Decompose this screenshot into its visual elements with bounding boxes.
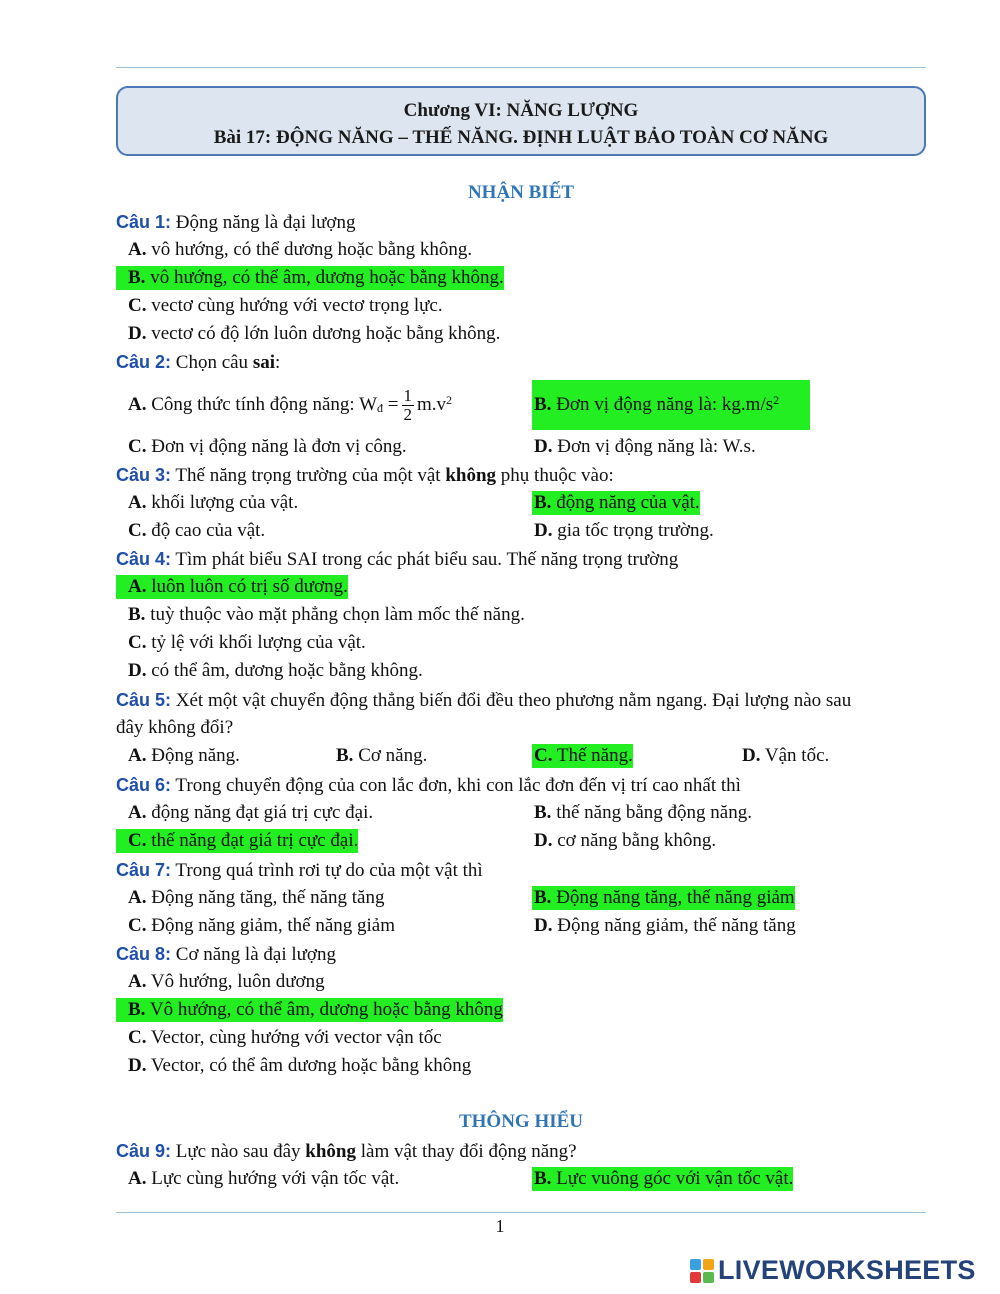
q3-option-a[interactable]: A. khối lượng của vật.: [128, 492, 299, 513]
q1-option-c[interactable]: C. vectơ cùng hướng với vectơ trọng lực.: [128, 295, 443, 316]
question-5: Câu 5: Xét một vật chuyển động thẳng biến đổi đều theo phương nằm ngang. Đại lượng nào sau: [116, 690, 852, 711]
q7-option-c[interactable]: C. Động năng giảm, thế năng giảm: [128, 915, 396, 936]
title-box: [116, 86, 926, 156]
q3-option-b[interactable]: B. động năng của vật.: [534, 492, 700, 513]
question-6: Câu 6: Trong chuyển động của con lắc đơn, khi con lắc đơn đến vị trí cao nhất thì: [116, 775, 741, 796]
q9-option-b[interactable]: B. Lực vuông góc với vận tốc vật.: [534, 1168, 794, 1189]
q2-option-d[interactable]: D. Đơn vị động năng là: W.s.: [534, 436, 756, 457]
q2-option-b[interactable]: B. Đơn vị động năng là: $kg.m/s^2$: [532, 380, 810, 430]
q7-option-d[interactable]: D. Động năng giảm, thế năng tăng: [534, 915, 796, 936]
q4-option-c[interactable]: C. tỷ lệ với khối lượng của vật.: [128, 632, 366, 653]
q7-option-b[interactable]: B. Động năng tăng, thế năng giảm: [534, 887, 795, 908]
question-3: Câu 3: Thế năng trọng trường của một vật không phụ thuộc vào:: [116, 465, 614, 486]
q4-option-d[interactable]: D. có thể âm, dương hoặc bằng không.: [128, 660, 423, 681]
q6-option-a[interactable]: A. động năng đạt giá trị cực đại.: [128, 802, 374, 823]
lesson-title: Bài 17: ĐỘNG NĂNG – THẾ NĂNG. ĐỊNH LUẬT BẢO TOÀN CƠ NĂNG: [213, 127, 829, 148]
section-heading-thong-hieu: THÔNG HIỂU: [458, 1111, 584, 1132]
question-9: Câu 9: Lực nào sau đây không làm vật thay đổi động năng?: [116, 1141, 577, 1162]
q1-option-a[interactable]: A. vô hướng, có thể dương hoặc bằng không.: [128, 239, 473, 260]
q7-option-a[interactable]: A. Động năng tăng, thế năng tăng: [128, 887, 385, 908]
page-number: 1: [495, 1216, 505, 1236]
question-5-continued: đây không đổi?: [116, 717, 234, 738]
q5-option-d[interactable]: D. Vận tốc.: [742, 745, 830, 766]
q6-option-c[interactable]: C. thế năng đạt giá trị cực đại.: [116, 829, 358, 853]
question-2: Câu 2: Chọn câu sai:: [116, 352, 281, 373]
q6-option-b[interactable]: B. thế năng bằng động năng.: [534, 802, 752, 823]
top-rule: [116, 67, 926, 68]
question-8: Câu 8: Cơ năng là đại lượng: [116, 944, 336, 965]
q9-option-a[interactable]: A. Lực cùng hướng với vận tốc vật.: [128, 1168, 400, 1189]
q8-option-d[interactable]: D. Vector, có thể âm dương hoặc bằng không: [128, 1055, 472, 1076]
q1-option-b[interactable]: B. vô hướng, có thể âm, dương hoặc bằng không.: [116, 266, 504, 290]
q5-option-a[interactable]: A. Động năng.: [128, 745, 240, 766]
q4-option-b[interactable]: B. tuỳ thuộc vào mặt phẳng chọn làm mốc thế năng.: [128, 604, 525, 625]
q1-option-d[interactable]: D. vectơ có độ lớn luôn dương hoặc bằng không.: [128, 323, 501, 344]
q6-option-d[interactable]: D. cơ năng bằng không.: [534, 830, 717, 851]
q2-option-c[interactable]: C. Đơn vị động năng là đơn vị công.: [128, 436, 407, 457]
q8-option-c[interactable]: C. Vector, cùng hướng với vector vận tốc: [128, 1027, 442, 1048]
q5-option-c[interactable]: C. Thế năng.: [534, 745, 633, 766]
question-1: Câu 1: Động năng là đại lượng: [116, 212, 356, 233]
q5-option-b[interactable]: B. Cơ năng.: [336, 745, 428, 766]
section-heading-nhan-biet: NHẬN BIẾT: [467, 182, 575, 203]
q8-option-a[interactable]: A. Vô hướng, luôn dương: [128, 971, 325, 992]
q3-option-d[interactable]: D. gia tốc trọng trường.: [534, 520, 714, 541]
question-4: Câu 4: Tìm phát biểu SAI trong các phát biểu sau. Thế năng trọng trường: [116, 549, 679, 570]
liveworksheets-icon: [690, 1259, 714, 1283]
q3-option-c[interactable]: C. độ cao của vật.: [128, 520, 266, 541]
bottom-rule: [116, 1212, 926, 1213]
q4-option-a[interactable]: A. luôn luôn có trị số dương.: [116, 575, 348, 599]
liveworksheets-wordmark: LIVEWORKSHEETS: [718, 1255, 976, 1285]
fraction-one-half: $\frac{1}{2}$: [403, 386, 412, 425]
chapter-title: Chương VI: NĂNG LƯỢNG: [403, 100, 639, 121]
question-7: Câu 7: Trong quá trình rơi tự do của một vật thì: [116, 860, 483, 881]
q2-option-a[interactable]: A. Công thức tính động năng: $W_đ$ = $\frac{1}{2}$ $m.v^2$: [128, 386, 453, 425]
q8-option-b[interactable]: B. Vô hướng, có thể âm, dương hoặc bằng không: [116, 998, 503, 1022]
